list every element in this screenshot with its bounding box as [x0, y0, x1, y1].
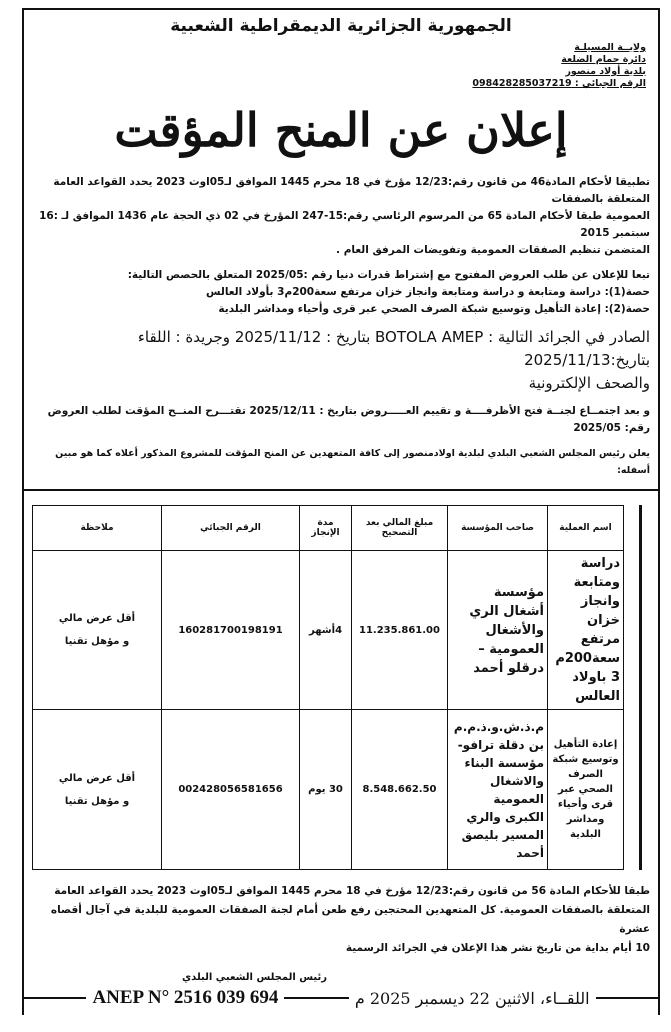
note-line: أقل عرض مالي	[58, 772, 136, 784]
col-company: صاحب المؤسسة	[448, 506, 548, 551]
intro-line: تطبيقا لأحكام المادة46 من قانون رقم:12/23 مؤرخ في 18 محرم 1445 الموافق لـ05اوت 2023 يحدد القواعد العامة المتعلقة بالصفقات	[53, 176, 650, 205]
award-table	[32, 505, 624, 870]
cell-note	[33, 551, 162, 710]
cell-amount: 11.235.861.00	[352, 551, 448, 710]
daira: دائرة حمام الضلعة	[561, 54, 646, 65]
newspapers-line: والصحف الإلكترونية	[528, 374, 650, 392]
republic-heading: الجمهورية الجزائرية الديمقراطية الشعبية	[170, 16, 512, 36]
cell-tax-id: 002428056581656	[162, 710, 300, 870]
anep-number: ANEP N° 2516 039 694	[92, 987, 279, 1008]
document-frame	[22, 8, 660, 1015]
closing-line: طبقا للأحكام المادة 56 من قانون رقم:12/23 مؤرخ في 18 محرم 1445 الموافق لـ05اوت 2023 يحدد القواعد العامة	[54, 885, 650, 897]
wilaya: ولايــة المسيلـة	[574, 42, 646, 53]
table-area	[32, 505, 650, 870]
section-divider	[24, 489, 658, 491]
cell-duration: 30 يوم	[300, 710, 352, 870]
commune: بلدية أولاد منصور	[565, 66, 646, 77]
col-duration: مدة الإنجاز	[300, 506, 352, 551]
note-line: و مؤهل تقنيا	[64, 636, 130, 647]
col-note: ملاحظة	[33, 506, 162, 551]
tax-id: الرقم الجبائي : 098428285037219	[472, 78, 646, 89]
meeting-line: رقم: 2025/05	[573, 422, 650, 434]
cell-company: مؤسسة أشغال الري والأشغال العمومية – درقلو أحمد	[448, 551, 548, 710]
publication-line: اللقــاء، الاثنين 22 ديسمبر 2025 م	[354, 988, 590, 1008]
lot-2: حصة(2): إعادة التأهيل وتوسيع شبكة الصرف الصحي عبر قرى وأحياء ومداشر البلدية	[218, 303, 650, 315]
meeting-line: و بعد اجتمــاع لجنــة فتح الأظرفــــة و تقييم العـــــروض بتاريخ : 2025/12/11 تقتـــرح المنــح المؤقت لطلب العروض	[47, 405, 650, 417]
col-tax-id: الرقم الجبائي	[162, 506, 300, 551]
footer-rule	[284, 997, 348, 999]
issuer-block	[32, 42, 650, 90]
closing-line: المتعلقة بالصفقات العمومية. كل المتعهدين المحتجين رفع طعن أمام لجنة الصفقات العمومية للبلدية في آجال أقصاه عشرة	[50, 904, 650, 935]
cell-note	[33, 710, 162, 870]
newspapers-line: الصادر في الجرائد التالية : BOTOLA AMEP بتاريخ : 2025/11/12 وجريدة : اللقاء بتاريخ:2025/11/13	[137, 328, 650, 369]
footer-rule	[596, 997, 660, 999]
cell-duration: 4أشهر	[300, 551, 352, 710]
note-line: أقل عرض مالي	[58, 613, 136, 624]
note-line: و مؤهل تقنيا	[64, 795, 130, 807]
cell-operation: إعادة التأهيل وتوسيع شبكة الصرف الصحي عبر قرى وأحياء ومداشر البلدية	[548, 710, 624, 870]
closing-line: 10 أيام بداية من تاريخ نشر هذا الإعلان في الجرائد الرسمية	[345, 942, 650, 954]
table-row	[33, 710, 624, 870]
cell-company: م.ذ.ش.و.ذ.م.م بن دقلة ترافو- مؤسسة البناء والاشغال العمومية الكبرى والري المسير بليصق أحمد	[448, 710, 548, 870]
cell-amount: 8.548.662.50	[352, 710, 448, 870]
page-title: إعلان عن المنح المؤقت	[114, 103, 568, 157]
side-rule	[639, 505, 642, 870]
table-header-row	[33, 506, 624, 551]
newspapers-paragraph	[32, 326, 650, 395]
col-operation: اسم العملية	[548, 506, 624, 551]
intro-paragraph	[32, 174, 650, 259]
lots-intro: تبعا للإعلان عن طلب العروض المفتوح مع إشتراط قدرات دنيا رقم :2025/05 المتعلق بالحصص التالية:	[127, 269, 650, 281]
intro-line: العمومية طبقا لأحكام المادة 65 من المرسوم الرئاسي رقم:15-247 المؤرخ في 02 ذي الحجة عام 1436 الموافق لـ :16 سبتمبر 2015	[39, 210, 650, 239]
lots-list	[32, 267, 650, 318]
announcement: يعلن رئيس المجلس الشعبي البلدي لبلدية اولادمنصور إلى كافة المتعهدين عن المنح المؤقت للمشروع المذكور أعلاه كما هو مبين أسفله:	[55, 448, 650, 476]
signature-title: رئيس المجلس الشعبي البلدي	[182, 972, 327, 983]
intro-line: المتضمن تنظيم الصفقات العمومية وتفويضات المرفق العام .	[336, 244, 650, 256]
meeting-paragraph	[32, 403, 650, 437]
table-row	[33, 551, 624, 710]
footer-bar	[22, 987, 660, 1015]
footer-rule	[22, 997, 86, 999]
cell-tax-id: 160281700198191	[162, 551, 300, 710]
col-amount: مبلغ المالي بعد التصحيح	[352, 506, 448, 551]
cell-operation: دراسة ومتابعة وانجاز خزان مرتفع سعة200م3 باولاد العالس	[548, 551, 624, 710]
lot-1: حصة(1): دراسة ومتابعة و دراسة ومتابعة وانجاز خزان مرتفع سعة200م3 بأولاد العالس	[206, 286, 650, 298]
appeal-paragraph	[32, 882, 650, 958]
